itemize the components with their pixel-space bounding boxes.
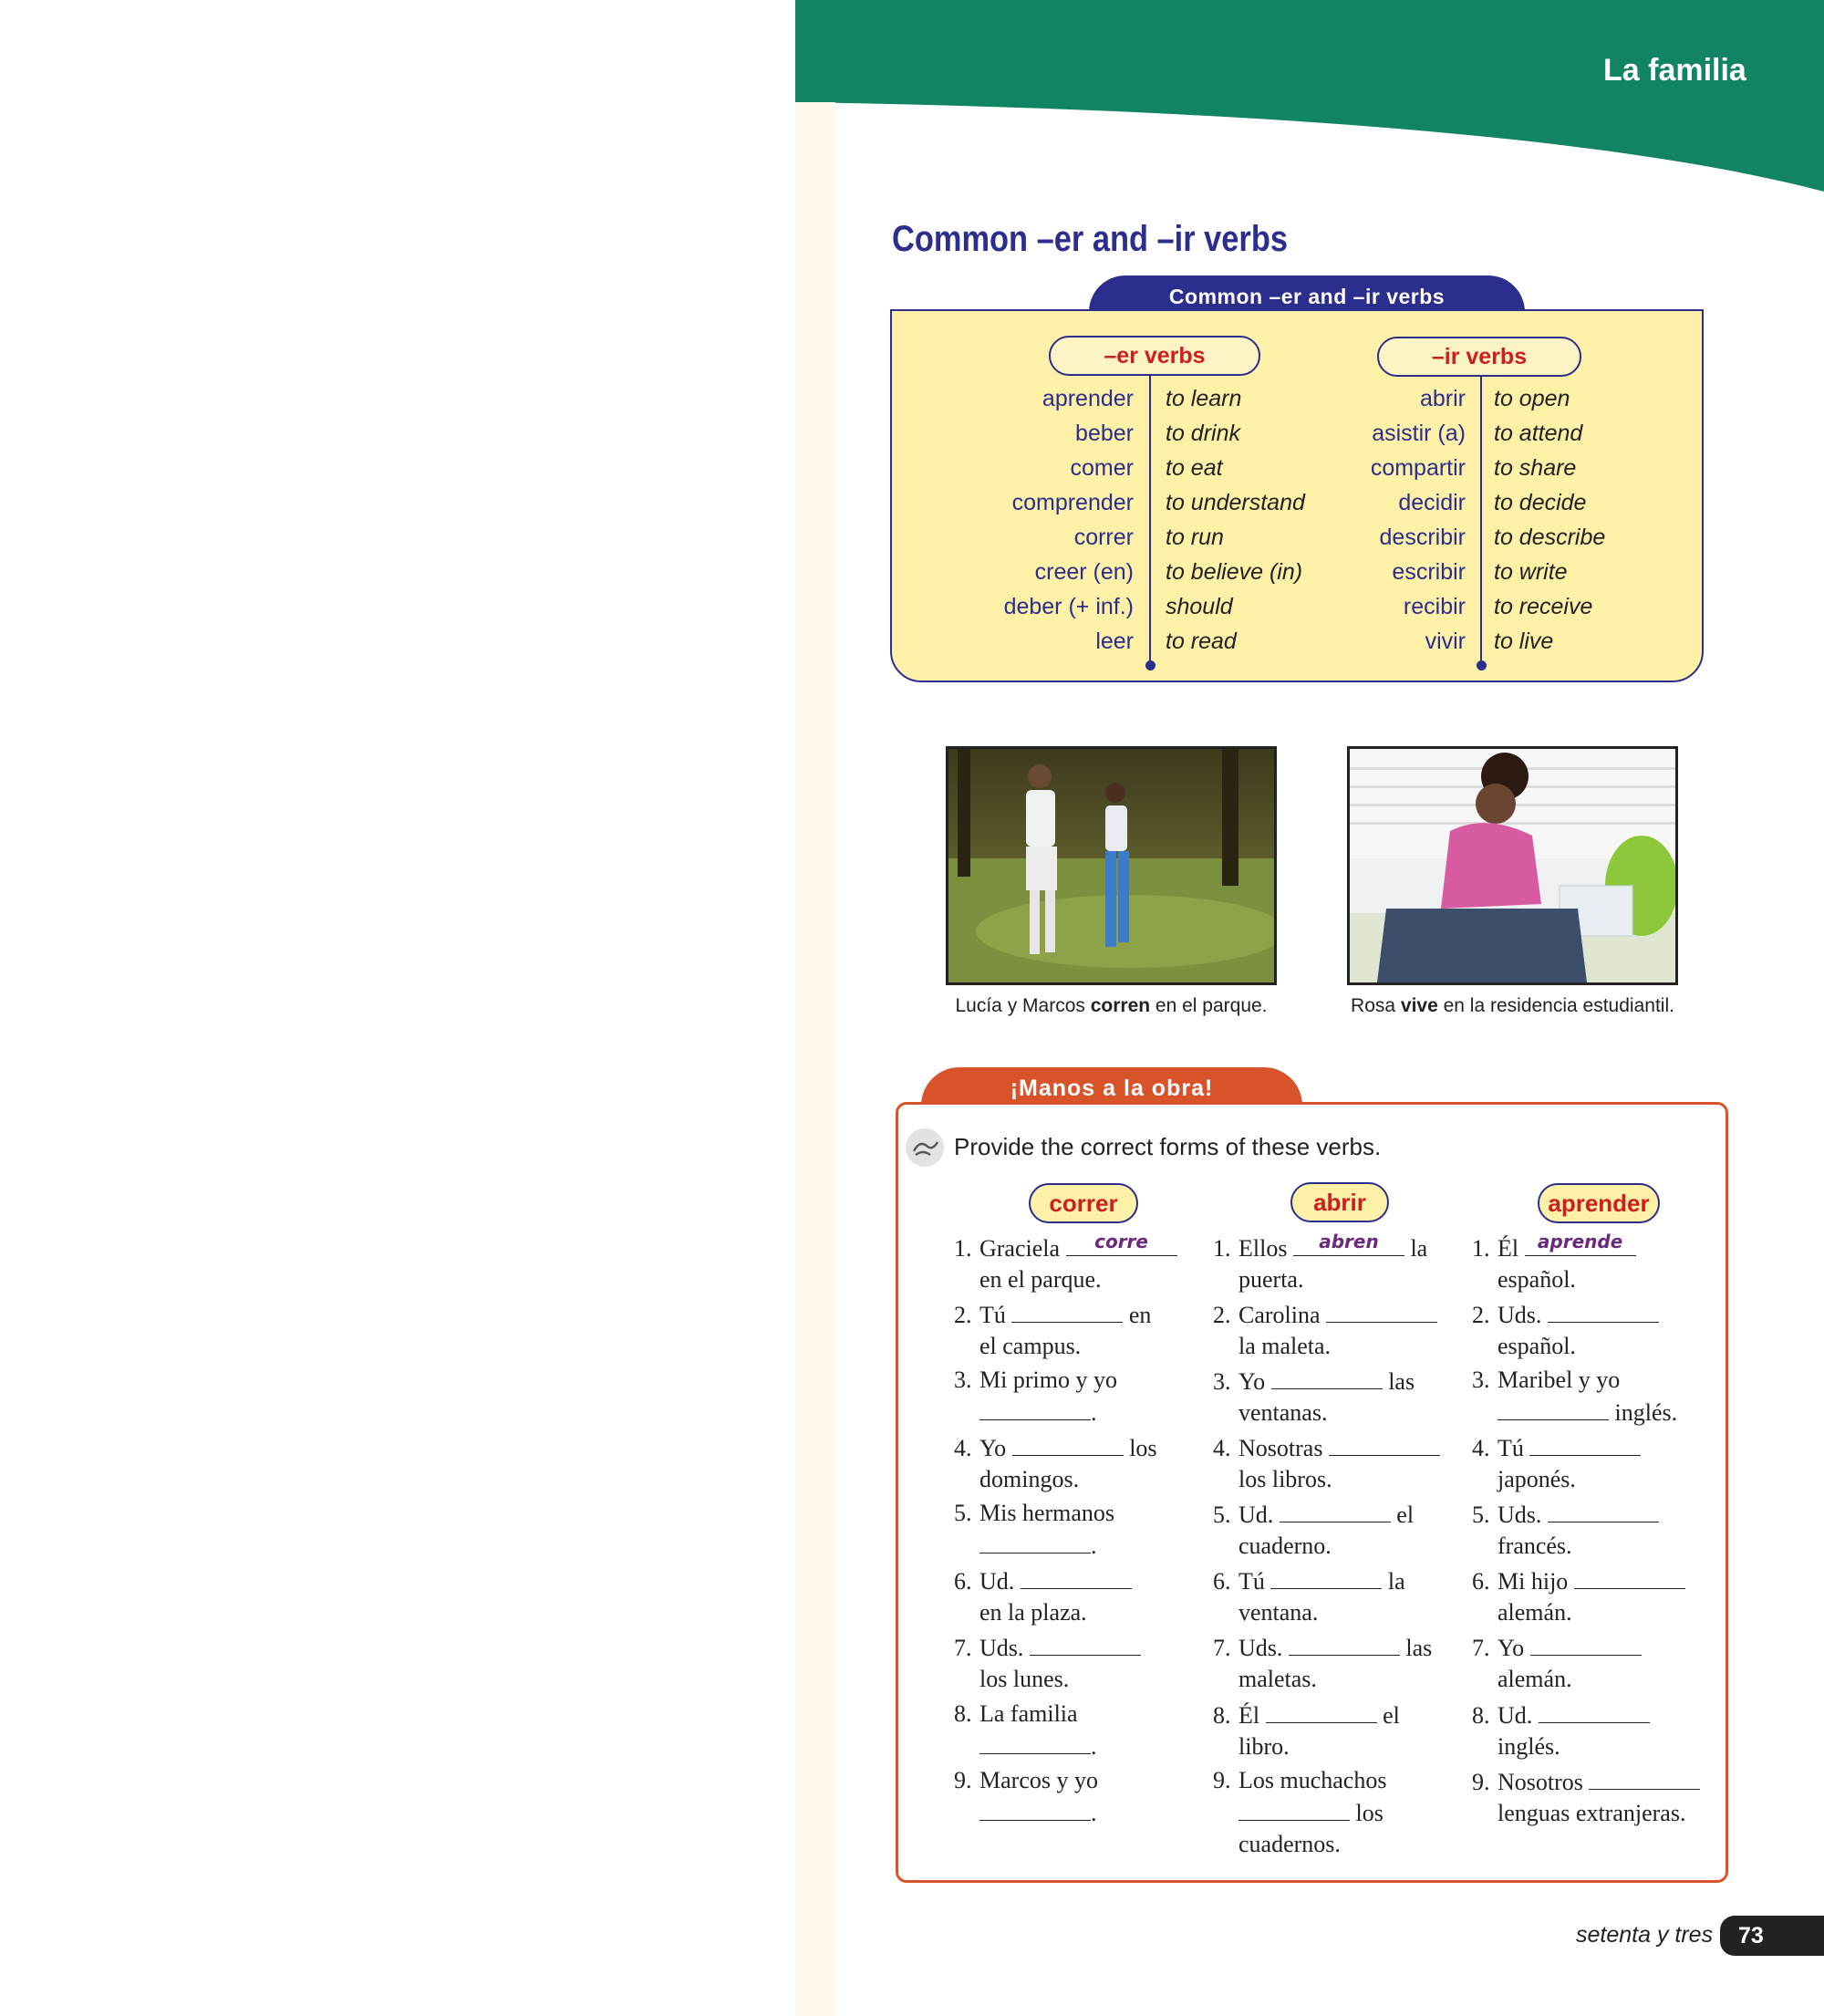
item-text: puerta. bbox=[1238, 1266, 1304, 1293]
verb-spanish: decidir bbox=[1398, 490, 1466, 515]
exercise-item bbox=[1472, 1498, 1705, 1562]
exercise-item bbox=[1472, 1298, 1705, 1362]
answer-blank[interactable] bbox=[1293, 1231, 1404, 1256]
item-subject: Los muchachos bbox=[1238, 1767, 1387, 1793]
item-text: . bbox=[1091, 1399, 1097, 1426]
verb-table-tab: Common –er and –ir verbs bbox=[1089, 275, 1525, 312]
exercise-verb-1: abrir bbox=[1290, 1182, 1389, 1222]
item-text: el bbox=[1383, 1702, 1400, 1729]
verb-spanish: recibir bbox=[1403, 594, 1466, 619]
item-subject: Carolina bbox=[1238, 1302, 1321, 1328]
item-number: 5. bbox=[954, 1500, 972, 1526]
answer-blank[interactable] bbox=[1329, 1431, 1440, 1456]
page-number: 73 bbox=[1720, 1916, 1824, 1956]
item-text: la bbox=[1387, 1568, 1405, 1595]
verb-spanish: leer bbox=[1095, 629, 1134, 654]
verb-english: to write bbox=[1494, 559, 1568, 585]
exercise-item bbox=[1213, 1765, 1446, 1860]
verb-spanish: comprender bbox=[1011, 490, 1134, 515]
item-text: la maleta. bbox=[1238, 1333, 1332, 1359]
answer-blank[interactable] bbox=[1011, 1298, 1123, 1323]
item-subject: Mis hermanos bbox=[979, 1500, 1115, 1526]
verb-english: to eat bbox=[1166, 455, 1223, 481]
item-text: cuaderno. bbox=[1238, 1533, 1332, 1559]
verb-spanish: deber (+ inf.) bbox=[1003, 594, 1134, 619]
item-subject: Uds. bbox=[979, 1635, 1024, 1661]
exercise-verb-2: aprender bbox=[1538, 1183, 1660, 1223]
exercise-item bbox=[1472, 1765, 1705, 1829]
verb-spanish: aprender bbox=[1042, 386, 1134, 411]
item-subject: La familia bbox=[979, 1700, 1078, 1727]
verb-spanish: compartir bbox=[1370, 455, 1466, 481]
section-title: Common –er and –ir verbs bbox=[892, 219, 1288, 259]
exercise-item bbox=[954, 1699, 1187, 1762]
item-text: libro. bbox=[1238, 1733, 1290, 1760]
item-text: inglés. bbox=[1498, 1733, 1560, 1760]
header-band bbox=[795, 0, 1824, 196]
exercise-verb-0: correr bbox=[1029, 1183, 1138, 1223]
exercise-item bbox=[1213, 1631, 1446, 1695]
item-number: 6. bbox=[1213, 1568, 1231, 1595]
item-number: 3. bbox=[1213, 1368, 1231, 1395]
er-divider-dot bbox=[1145, 660, 1156, 670]
item-text: en el parque. bbox=[979, 1266, 1102, 1293]
exercise-item bbox=[954, 1498, 1187, 1562]
item-subject: Tú bbox=[1498, 1435, 1524, 1461]
answer-blank[interactable] bbox=[1498, 1396, 1609, 1420]
answer-blank[interactable] bbox=[1021, 1564, 1132, 1589]
item-number: 7. bbox=[1472, 1635, 1490, 1661]
verb-english: to receive bbox=[1494, 594, 1593, 619]
ir-divider-dot bbox=[1477, 660, 1487, 670]
item-subject: Yo bbox=[979, 1435, 1007, 1461]
item-number: 1. bbox=[1213, 1235, 1231, 1262]
verb-english: to share bbox=[1494, 455, 1577, 481]
item-subject: Marcos y yo bbox=[979, 1767, 1098, 1793]
exercise-item bbox=[1472, 1631, 1705, 1695]
item-number: 7. bbox=[954, 1635, 972, 1661]
exercise-item bbox=[1213, 1365, 1446, 1429]
answer-blank[interactable] bbox=[1238, 1796, 1350, 1821]
item-number: 6. bbox=[954, 1568, 972, 1595]
item-text: los bbox=[1355, 1800, 1384, 1826]
exercise-item bbox=[954, 1765, 1187, 1829]
answer-blank[interactable] bbox=[1548, 1298, 1659, 1323]
item-subject: Yo bbox=[1498, 1635, 1525, 1661]
item-number: 3. bbox=[954, 1367, 972, 1393]
item-number: 7. bbox=[1213, 1635, 1231, 1661]
answer-blank[interactable] bbox=[1589, 1765, 1700, 1790]
page-words: setenta y tres bbox=[1576, 1922, 1714, 1948]
verb-english: to decide bbox=[1494, 490, 1587, 515]
answer-blank[interactable] bbox=[1574, 1564, 1685, 1589]
item-subject: Nosotras bbox=[1238, 1435, 1323, 1461]
exercise-item bbox=[954, 1431, 1187, 1495]
exercise-item bbox=[1213, 1498, 1446, 1562]
item-text: . bbox=[1091, 1533, 1097, 1559]
item-number: 8. bbox=[1472, 1702, 1490, 1729]
item-number: 5. bbox=[1472, 1502, 1490, 1528]
item-text: . bbox=[1091, 1800, 1097, 1826]
item-text: japonés. bbox=[1498, 1466, 1576, 1492]
answer-blank[interactable] bbox=[1548, 1498, 1659, 1522]
verb-english: to believe (in) bbox=[1166, 559, 1303, 585]
item-text: francés. bbox=[1498, 1533, 1572, 1559]
item-text: español. bbox=[1498, 1266, 1576, 1293]
item-number: 9. bbox=[1472, 1769, 1490, 1795]
exercise-item bbox=[1472, 1431, 1705, 1495]
item-text: las bbox=[1388, 1368, 1415, 1395]
chapter-title: La familia bbox=[1603, 53, 1746, 88]
item-text: cuadernos. bbox=[1238, 1831, 1341, 1857]
answer-blank[interactable] bbox=[1326, 1298, 1437, 1323]
exercise-item bbox=[954, 1631, 1187, 1695]
item-number: 8. bbox=[954, 1700, 972, 1727]
verb-spanish: describir bbox=[1379, 525, 1466, 550]
exercise-item bbox=[1472, 1564, 1705, 1628]
page-gutter bbox=[795, 102, 835, 2016]
item-number: 8. bbox=[1213, 1702, 1231, 1729]
item-number: 3. bbox=[1472, 1367, 1490, 1393]
item-number: 2. bbox=[1472, 1302, 1490, 1328]
answer-blank[interactable] bbox=[1270, 1564, 1382, 1589]
exercise-item bbox=[1213, 1231, 1446, 1295]
verb-spanish: abrir bbox=[1419, 386, 1466, 411]
answer-blank[interactable] bbox=[1271, 1365, 1383, 1389]
item-text: lenguas extranjeras. bbox=[1498, 1800, 1686, 1826]
exercise-item bbox=[1213, 1298, 1446, 1362]
item-text: . bbox=[1091, 1733, 1097, 1760]
item-text: las bbox=[1405, 1635, 1433, 1661]
item-number: 9. bbox=[1213, 1767, 1231, 1793]
item-subject: Mi hijo bbox=[1498, 1568, 1569, 1595]
verb-english: to learn bbox=[1166, 386, 1242, 411]
verb-spanish: escribir bbox=[1392, 559, 1466, 585]
exercise-item bbox=[954, 1231, 1187, 1295]
item-text: el campus. bbox=[979, 1333, 1082, 1359]
answer-blank[interactable] bbox=[979, 1396, 1091, 1420]
answer-blank[interactable] bbox=[1066, 1231, 1177, 1256]
item-text: en la plaza. bbox=[979, 1599, 1087, 1626]
verb-spanish: asistir (a) bbox=[1372, 421, 1466, 446]
item-subject: Ellos bbox=[1238, 1235, 1288, 1262]
item-text: ventana. bbox=[1238, 1599, 1319, 1626]
answer-blank[interactable] bbox=[1525, 1231, 1636, 1256]
item-text: español. bbox=[1498, 1333, 1576, 1359]
item-text: el bbox=[1396, 1502, 1415, 1528]
item-number: 1. bbox=[954, 1235, 972, 1262]
verb-english: to open bbox=[1494, 386, 1570, 411]
item-text: los libros. bbox=[1238, 1466, 1332, 1492]
item-subject: Ud. bbox=[1238, 1502, 1274, 1528]
item-subject: Nosotros bbox=[1498, 1769, 1583, 1795]
exercise-item bbox=[954, 1564, 1187, 1628]
verb-english: to run bbox=[1166, 525, 1224, 550]
item-number: 9. bbox=[954, 1767, 972, 1793]
item-number: 2. bbox=[1213, 1302, 1231, 1328]
answer-blank[interactable] bbox=[979, 1730, 1091, 1754]
verb-english: to read bbox=[1166, 629, 1237, 654]
item-text: los bbox=[1129, 1435, 1157, 1461]
item-subject: Maribel y yo bbox=[1498, 1367, 1621, 1393]
photo-woman-studying bbox=[1347, 746, 1678, 985]
item-text: inglés. bbox=[1614, 1399, 1678, 1426]
item-number: 5. bbox=[1213, 1502, 1231, 1528]
manos-a-la-obra-tab: ¡Manos a la obra! bbox=[921, 1067, 1302, 1106]
answer-blank[interactable] bbox=[1539, 1699, 1650, 1723]
verb-english: should bbox=[1166, 594, 1233, 619]
item-text: maletas. bbox=[1238, 1666, 1317, 1692]
answer-blank[interactable] bbox=[1012, 1431, 1124, 1456]
answer-blank[interactable] bbox=[1530, 1631, 1642, 1656]
ir-verbs-header: –ir verbs bbox=[1377, 337, 1581, 377]
item-text: los lunes. bbox=[979, 1666, 1070, 1692]
answer-text: corre bbox=[1094, 1231, 1148, 1252]
verb-spanish: creer (en) bbox=[1034, 559, 1134, 585]
answer-text: abren bbox=[1319, 1231, 1379, 1252]
answer-blank[interactable] bbox=[979, 1529, 1091, 1554]
item-subject: Ud. bbox=[979, 1568, 1015, 1595]
photo-couple-running bbox=[946, 746, 1277, 985]
item-subject: Él bbox=[1498, 1235, 1519, 1262]
verb-english: to attend bbox=[1494, 421, 1583, 446]
item-subject: Uds. bbox=[1498, 1502, 1542, 1528]
answer-blank[interactable] bbox=[1280, 1498, 1391, 1522]
item-subject: Uds. bbox=[1238, 1635, 1283, 1661]
answer-blank[interactable] bbox=[979, 1796, 1091, 1821]
exercise-item bbox=[1472, 1231, 1705, 1295]
item-subject: Yo bbox=[1238, 1368, 1266, 1395]
exercise-item bbox=[1213, 1564, 1446, 1628]
pencil-icon bbox=[905, 1128, 945, 1168]
verb-english: to understand bbox=[1166, 490, 1305, 515]
er-verbs-header: –er verbs bbox=[1049, 336, 1260, 376]
item-subject: Graciela bbox=[979, 1235, 1061, 1262]
caption-studying: Rosa vive en la residencia estudiantil. bbox=[1351, 995, 1674, 1016]
item-text: la bbox=[1410, 1235, 1428, 1262]
item-number: 6. bbox=[1472, 1568, 1490, 1595]
item-subject: Ud. bbox=[1498, 1702, 1533, 1729]
item-text: ventanas. bbox=[1238, 1399, 1328, 1426]
verb-spanish: beber bbox=[1075, 421, 1134, 446]
exercise-instruction: Provide the correct forms of these verbs. bbox=[954, 1133, 1382, 1160]
exercise-item bbox=[1472, 1699, 1705, 1762]
exercise-item bbox=[1213, 1431, 1446, 1495]
verb-spanish: correr bbox=[1073, 525, 1134, 550]
exercise-item bbox=[1213, 1699, 1446, 1762]
item-subject: Él bbox=[1238, 1702, 1260, 1729]
verb-english: to drink bbox=[1166, 421, 1240, 446]
item-text: domingos. bbox=[979, 1466, 1080, 1492]
answer-blank[interactable] bbox=[1030, 1631, 1141, 1656]
verb-spanish: comer bbox=[1070, 455, 1134, 481]
item-number: 4. bbox=[954, 1435, 972, 1461]
item-text: alemán. bbox=[1498, 1599, 1572, 1626]
verb-english: to live bbox=[1494, 629, 1554, 654]
verb-spanish: vivir bbox=[1425, 629, 1466, 654]
caption-running: Lucía y Marcos corren en el parque. bbox=[955, 995, 1268, 1016]
answer-blank[interactable] bbox=[1289, 1631, 1400, 1656]
answer-blank[interactable] bbox=[1529, 1431, 1641, 1456]
item-number: 1. bbox=[1472, 1235, 1490, 1262]
answer-blank[interactable] bbox=[1266, 1699, 1377, 1723]
item-number: 2. bbox=[954, 1302, 972, 1328]
exercise-item bbox=[1472, 1365, 1705, 1429]
item-text: en bbox=[1128, 1302, 1152, 1328]
er-divider bbox=[1149, 376, 1151, 662]
answer-text: aprende bbox=[1537, 1231, 1623, 1252]
item-subject: Tú bbox=[1238, 1568, 1265, 1595]
exercise-item bbox=[954, 1365, 1187, 1429]
item-subject: Tú bbox=[979, 1302, 1006, 1328]
verb-english: to describe bbox=[1494, 525, 1606, 550]
item-subject: Mi primo y yo bbox=[979, 1367, 1117, 1393]
item-text: alemán. bbox=[1498, 1666, 1572, 1692]
ir-divider bbox=[1480, 377, 1482, 662]
item-subject: Uds. bbox=[1498, 1302, 1542, 1328]
exercise-item bbox=[954, 1298, 1187, 1362]
item-number: 4. bbox=[1472, 1435, 1490, 1461]
item-number: 4. bbox=[1213, 1435, 1231, 1461]
